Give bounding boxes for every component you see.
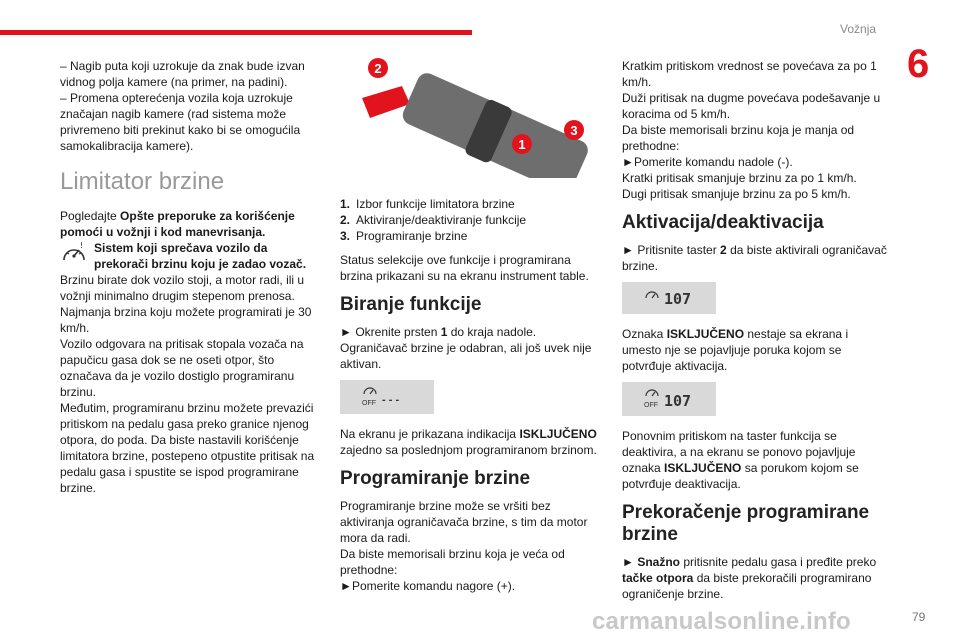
heading-function-selection: Biranje funkcije	[340, 294, 482, 315]
legend-item: 1. Izbor funkcije limitatora brzine	[340, 197, 515, 211]
selection-step: ► Okrenite prsten 1 do kraja nadole.	[340, 325, 537, 339]
heading-activation: Aktivacija/deaktivacija	[622, 212, 824, 233]
stalk-control-illustration	[340, 58, 605, 178]
intro-line-1: – Nagib puta koji uzrokuje da znak bude izvan vidnog polja kamere (na primer, na padini).	[60, 59, 305, 89]
triangle-right-icon: ►	[622, 243, 634, 257]
section-heading-speed-limiter: Limitator brzine	[60, 168, 225, 195]
reference-link[interactable]: Opšte preporuke za korišćenje pomoći u vožnji i kod manevrisanja.	[60, 209, 295, 239]
legend-list	[340, 196, 605, 244]
warning-note	[60, 240, 320, 272]
display-active-speed	[622, 282, 716, 314]
selection-result: Ograničavač brzine je odabran, ali još uvek nije aktivan.	[340, 341, 592, 371]
exceed-step: ► Snažno pritisnite pedalu gasa i pređite preko tačke otpora da biste prekoračili programirano ograničenje brzine.	[622, 555, 877, 601]
speed-readout: - - -	[382, 394, 400, 406]
off-indicator: OFF	[362, 400, 376, 407]
warning-text: Sistem koji sprečava vozilo da prekorači brzinu koju je zadao vozač.	[94, 241, 307, 271]
svg-text:!: !	[80, 241, 84, 250]
programming-text: Programiranje brzine može se vršiti bez aktiviranja ograničavača brzine, s tim da motor mora da radi.	[340, 499, 588, 545]
short-press-text: Kratkim pritiskom vrednost se povećava za po 1 km/h.	[622, 59, 877, 89]
triangle-right-icon: ►	[340, 579, 352, 593]
section-title: Vožnja	[840, 22, 877, 36]
limiter-description: Brzinu birate dok vozilo stoji, a motor radi, ili u vožnji minimalno drugim stepenom prenosa. Najmanja brzina koju možete programirati je 30 km/h. Vozilo odgovara na pritisak stopala vozača na papučicu gasa dok se ne oseti otpor, što označava da je vozilo dostiglo programiranu brzinu. Međutim, programiranu brzinu možete prevazići pritiskom na pedalu gasa preko granice njenog otpora, do poda. Da biste nastavili korišćenje limitatora brzine, postepeno otpustite pritisak na pedalu gasa i spustite se ispod programirane brzine.	[60, 273, 315, 495]
heading-exceeding: Prekoračenje programirane brzine	[622, 502, 870, 545]
programming-step-up: ►Pomerite komandu nagore (+).	[340, 579, 516, 593]
label-disappears-text: Oznaka ISKLJUČENO nestaje sa ekrana i umesto nje se pojavljuje poruka kojom se potvrđuje aktivacija.	[622, 327, 849, 373]
column-3	[622, 58, 887, 602]
triangle-right-icon: ►	[622, 155, 634, 169]
off-indication-text: Na ekranu je prikazana indikacija ISKLJUČENO zajedno sa poslednjom programiranom brzinom.	[340, 427, 597, 457]
column-2	[340, 58, 605, 594]
speed-limiter-icon	[646, 292, 658, 298]
display-off-dashes	[340, 380, 434, 414]
deactivation-text: Ponovnim pritiskom na taster funkcija se deaktivira, a na ekranu se ponovo pojavljuje oznaka ISKLJUČENO sa porukom kojom se potvrđuje deaktivacija.	[622, 429, 859, 491]
column-1	[60, 58, 320, 496]
off-indicator: OFF	[644, 402, 658, 409]
callout-1-label: 1	[518, 137, 526, 152]
activation-step: ► Pritisnite taster 2 da biste aktivirali ograničavač brzine.	[622, 243, 887, 273]
display-off-speed	[622, 382, 716, 416]
speed-limiter-icon	[646, 390, 658, 396]
page-number: 79	[912, 610, 926, 624]
legend-item: 3. Programiranje brzine	[340, 229, 468, 243]
triangle-right-icon: ►	[622, 555, 634, 569]
top-accent-bar	[0, 30, 472, 35]
programming-lower: Da biste memorisali brzinu koja je manja od prethodne:	[622, 123, 855, 153]
legend-item: 2. Aktiviranje/deaktiviranje funkcije	[340, 213, 527, 227]
status-text: Status selekcije ove funkcije i programirana brzina prikazani su na ekranu instrument table.	[340, 253, 589, 283]
short-decrease: Kratki pritisak smanjuje brzinu za po 1 km/h.	[622, 171, 857, 185]
heading-speed-programming: Programiranje brzine	[340, 468, 531, 489]
speedometer-warning-icon	[60, 240, 88, 268]
chapter-number: 6	[907, 42, 930, 86]
speed-readout: 107	[664, 392, 692, 410]
programming-higher: Da biste memorisali brzinu koja je veća od prethodne:	[340, 547, 565, 577]
triangle-right-icon: ►	[340, 325, 352, 339]
pointer-arrow	[362, 86, 410, 118]
intro-line-2: – Promena opterećenja vozila koja uzrokuje značajan nagib kamere (rad sistema može privremeno biti prekinut kako bi se omogućila samokalibracija kamere).	[60, 91, 301, 153]
reference-text: Pogledajte Opšte preporuke za korišćenje pomoći u vožnji i kod manevrisanja.	[60, 209, 295, 239]
step-down: ►Pomerite komandu nadole (-).	[622, 155, 793, 169]
callout-2-label: 2	[374, 61, 382, 76]
long-press-text: Duži pritisak na dugme povećava podešavanje u koracima od 5 km/h.	[622, 91, 881, 121]
speed-limiter-icon	[364, 388, 376, 394]
speed-readout: 107	[664, 290, 692, 308]
long-decrease: Dugi pritisak smanjuje brzinu za po 5 km/h.	[622, 187, 851, 201]
callout-3-label: 3	[570, 123, 578, 138]
watermark: carmanualsonline.info	[592, 608, 851, 635]
